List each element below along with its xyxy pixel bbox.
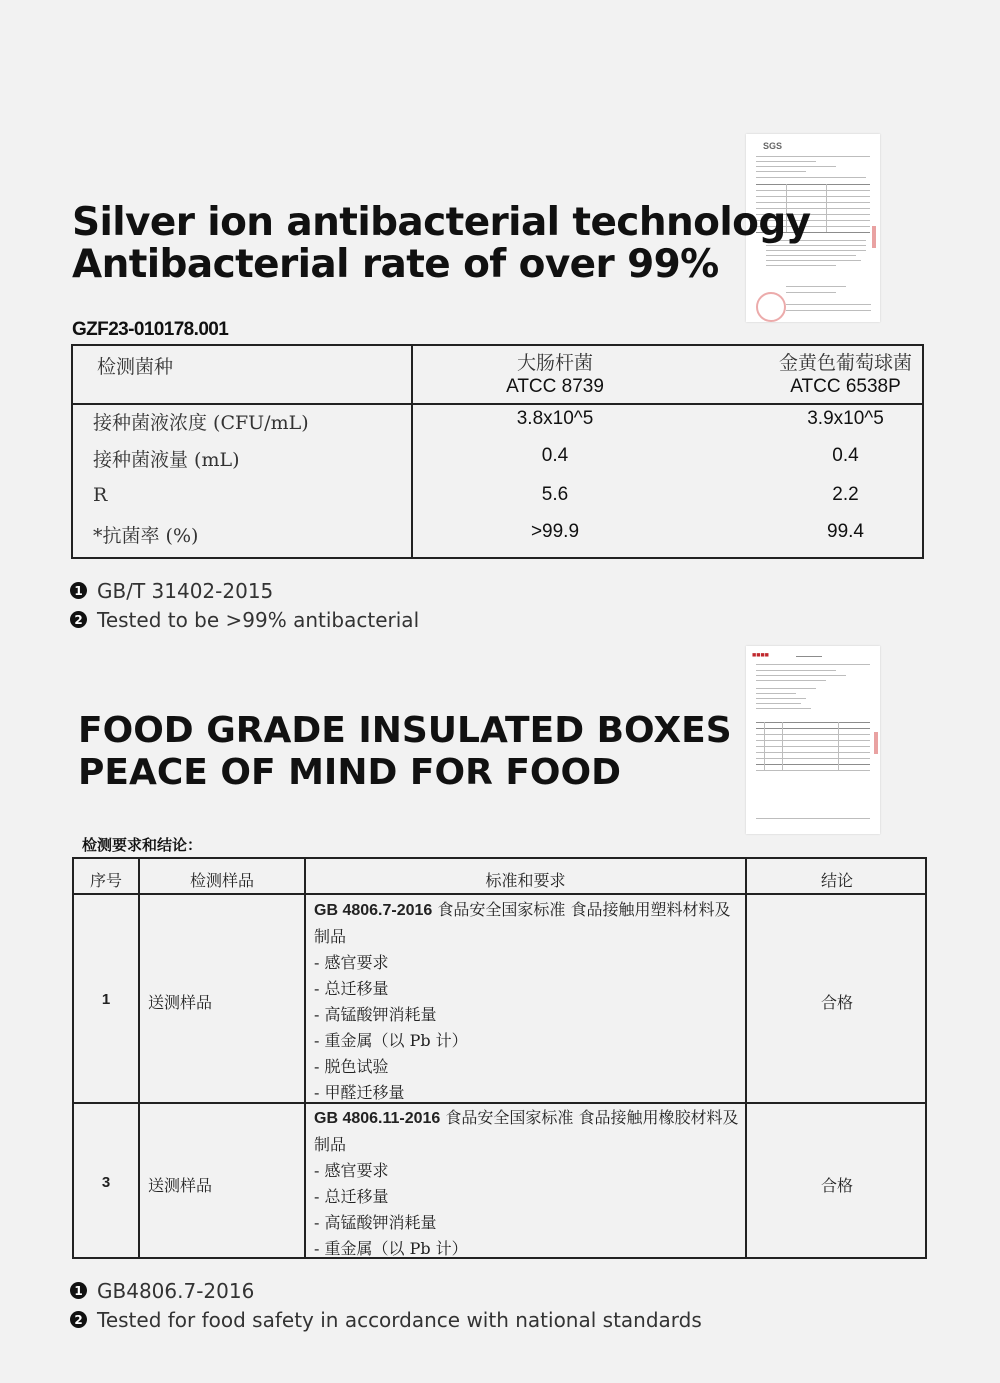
standard-cell [314,897,744,1106]
number-badge-icon: 1 [70,582,87,599]
header-seq: 序号 [89,871,122,890]
heading-line-2: PEACE OF MIND FOR FOOD [78,752,622,793]
header-ecoli-cn: 大肠杆菌 [516,352,593,374]
standard-cell [314,1105,744,1262]
number-badge-icon: 1 [70,1282,87,1299]
requirement-item: - 脱色试验 [314,1057,389,1076]
table-cell: 0.4 [541,445,569,466]
sgs-logo: SGS [763,141,783,151]
requirement-item: - 高锰酸钾消耗量 [314,1005,437,1024]
note-text: Tested to be >99% antibacterial [97,607,420,632]
note-item [70,1305,702,1334]
row-number: 3 [101,1174,111,1191]
header-staph-cn: 金黄色葡萄球菌 [778,352,912,374]
requirement-item: - 感官要求 [314,953,389,972]
note-item [70,1276,702,1305]
standard-code: GB 4806.11-2016 [314,1110,441,1127]
header-ecoli-atcc: ATCC 8739 [506,376,604,397]
standard-title [314,897,744,950]
report-number: GZF23-010178.001 [72,319,229,340]
result-cell: 合格 [820,1176,853,1195]
note-text: GB4806.7-2016 [97,1278,255,1303]
table-cell: >99.9 [530,521,580,542]
standard-name: 食品安全国家标准 食品接触用橡胶材料及制品 [314,1108,739,1154]
requirement-item: - 感官要求 [314,1161,389,1180]
table-caption: 检测要求和结论： [82,836,203,854]
result-cell: 合格 [820,993,853,1012]
row-number: 1 [101,991,111,1008]
note-text: Tested for food safety in accordance with national standards [97,1307,702,1332]
heading-line-1: FOOD GRADE INSULATED BOXES [78,710,732,751]
header-sample: 检测样品 [189,871,254,890]
table-cell: 0.4 [832,445,859,466]
table-cell: 99.4 [827,521,864,542]
table-cell: 3.9x10^5 [807,408,884,429]
requirement-item: - 重金属（以 Pb 计） [314,1031,468,1050]
header-result: 结论 [820,871,853,890]
table-cell: 5.6 [541,484,569,505]
requirement-item: - 甲醛迁移量 [314,1083,405,1102]
header-strain: 检测菌种 [97,356,174,378]
requirement-item: - 总迁移量 [314,1187,389,1206]
standard-code: GB 4806.7-2016 [314,902,433,919]
table-cell: 2.2 [832,484,859,505]
heading-line-1: Silver ion antibacterial technology [72,200,811,245]
row-label: R [93,484,108,506]
heading-line-2: Antibacterial rate of over 99% [72,242,719,287]
section2-heading [78,710,732,794]
food-grade-certificate-image [746,646,880,834]
section2-notes [70,1276,702,1334]
row-label: 接种菌液浓度 (CFU/mL) [93,412,309,434]
note-item [70,576,419,605]
header-staph-atcc: ATCC 6538P [790,376,901,397]
food-safety-test-table [72,857,927,1259]
number-badge-icon: 2 [70,611,87,628]
sample-cell: 送测样品 [148,993,213,1012]
row-label: 接种菌液量 (mL) [93,449,240,471]
section1-heading [72,202,810,286]
note-item [70,605,419,634]
standard-name: 食品安全国家标准 食品接触用塑料材料及制品 [314,900,731,946]
table-cell: 3.8x10^5 [516,408,594,429]
note-text: GB/T 31402-2015 [97,578,274,603]
sample-cell: 送测样品 [148,1176,213,1195]
header-standard: 标准和要求 [485,871,566,890]
requirement-item: - 总迁移量 [314,979,389,998]
lab-logo-icon: ■■■■ [752,652,769,659]
number-badge-icon: 2 [70,1311,87,1328]
antibacterial-test-table [71,344,924,559]
requirement-item: - 重金属（以 Pb 计） [314,1239,468,1258]
row-label: *抗菌率 (%) [93,525,199,547]
standard-title [314,1105,744,1158]
section1-notes [70,576,419,634]
requirement-item: - 高锰酸钾消耗量 [314,1213,437,1232]
